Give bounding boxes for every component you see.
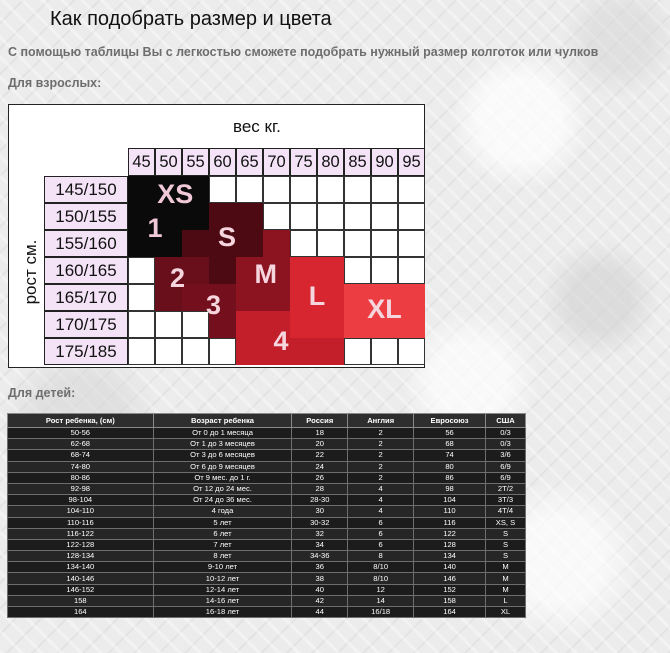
table-cell: 7 лет bbox=[153, 539, 292, 550]
table-row bbox=[8, 595, 526, 606]
table-cell: 80-86 bbox=[8, 472, 154, 483]
table-cell: 3/6 bbox=[486, 450, 526, 461]
table-cell: 10-12 лет bbox=[153, 573, 292, 584]
table-cell: От 12 до 24 мес. bbox=[153, 483, 292, 494]
size-cell-m bbox=[263, 230, 290, 257]
table-cell: 74 bbox=[414, 450, 486, 461]
size-cell-empty bbox=[317, 176, 344, 203]
table-cell: S bbox=[486, 528, 526, 539]
table-cell: 18 bbox=[292, 428, 348, 439]
table-cell: 4 bbox=[348, 495, 414, 506]
table-row bbox=[8, 461, 526, 472]
table-row bbox=[8, 428, 526, 439]
table-cell: 30-32 bbox=[292, 517, 348, 528]
height-header-6: 175/185 bbox=[44, 338, 128, 365]
size-cell-l bbox=[317, 311, 344, 338]
table-cell: От 1 до 3 месяцев bbox=[153, 439, 292, 450]
size-cell-empty bbox=[371, 203, 398, 230]
table-cell: 164 bbox=[414, 607, 486, 618]
size-cell-empty bbox=[290, 176, 317, 203]
zone-label-s: S bbox=[217, 222, 236, 252]
table-cell: 22 bbox=[292, 450, 348, 461]
table-row bbox=[8, 495, 526, 506]
table-cell: 6 bbox=[348, 528, 414, 539]
table-cell: 5 лет bbox=[153, 517, 292, 528]
table-cell: 110-116 bbox=[8, 517, 154, 528]
table-cell: 2 bbox=[348, 472, 414, 483]
size-cell-empty bbox=[398, 230, 425, 257]
table-cell: 24 bbox=[292, 461, 348, 472]
weight-header-55: 55 bbox=[182, 148, 209, 176]
size-cell-empty bbox=[371, 230, 398, 257]
table-row bbox=[8, 573, 526, 584]
table-cell: 6 лет bbox=[153, 528, 292, 539]
kids-table-header: Рост ребенка, (см) bbox=[8, 414, 154, 428]
size-cell-empty bbox=[371, 338, 398, 365]
table-cell: 8 лет bbox=[153, 551, 292, 562]
size-cell-empty bbox=[317, 203, 344, 230]
table-cell: 20 bbox=[292, 439, 348, 450]
table-cell: 6/9 bbox=[486, 461, 526, 472]
table-cell: 50-56 bbox=[8, 428, 154, 439]
size-cell-empty bbox=[209, 176, 236, 203]
table-cell: 2T/2 bbox=[486, 483, 526, 494]
table-cell: 14-16 лет bbox=[153, 595, 292, 606]
table-row bbox=[8, 439, 526, 450]
size-cell-empty bbox=[344, 203, 371, 230]
weight-header-95: 95 bbox=[398, 148, 425, 176]
table-cell: 92-98 bbox=[8, 483, 154, 494]
table-cell: M bbox=[486, 573, 526, 584]
size-cell-empty bbox=[209, 338, 236, 365]
size-cell-empty bbox=[236, 176, 263, 203]
table-row bbox=[8, 450, 526, 461]
zone-label-xl: XL bbox=[367, 294, 402, 324]
table-cell: 2 bbox=[348, 450, 414, 461]
table-cell: 16/18 bbox=[348, 607, 414, 618]
table-cell: 56 bbox=[414, 428, 486, 439]
table-cell: 4 bbox=[348, 506, 414, 517]
zone-label-xs: XS bbox=[157, 179, 194, 210]
table-cell: 32 bbox=[292, 528, 348, 539]
table-cell: XS, S bbox=[486, 517, 526, 528]
size-cell-s bbox=[209, 257, 236, 284]
size-cell-empty bbox=[398, 257, 425, 284]
table-cell: 8/10 bbox=[348, 562, 414, 573]
weight-header-60: 60 bbox=[209, 148, 236, 176]
kids-table-header-row bbox=[8, 414, 526, 428]
table-row bbox=[8, 483, 526, 494]
table-cell: От 3 до 6 месяцев bbox=[153, 450, 292, 461]
size-cell-empty bbox=[371, 176, 398, 203]
size-cell-4 bbox=[317, 338, 344, 365]
height-header-3: 160/165 bbox=[44, 257, 128, 284]
size-cell-empty bbox=[398, 338, 425, 365]
size-cell-empty bbox=[128, 311, 155, 338]
table-cell: 134 bbox=[414, 551, 486, 562]
table-cell: 152 bbox=[414, 584, 486, 595]
table-cell: 0/3 bbox=[486, 439, 526, 450]
zone-label-m: M bbox=[254, 258, 277, 289]
table-cell: 26 bbox=[292, 472, 348, 483]
table-cell: 164 bbox=[8, 607, 154, 618]
kids-table-header: Возраст ребенка bbox=[153, 414, 292, 428]
table-cell: 86 bbox=[414, 472, 486, 483]
size-cell-empty bbox=[317, 230, 344, 257]
table-cell: 98-104 bbox=[8, 495, 154, 506]
weight-header-45: 45 bbox=[128, 148, 155, 176]
table-cell: От 9 мес. до 1 г. bbox=[153, 472, 292, 483]
size-cell-empty bbox=[155, 311, 182, 338]
table-cell: 4 bbox=[348, 483, 414, 494]
table-row bbox=[8, 472, 526, 483]
table-cell: 0/3 bbox=[486, 428, 526, 439]
table-cell: 34-36 bbox=[292, 551, 348, 562]
table-cell: 140 bbox=[414, 562, 486, 573]
size-cell-empty bbox=[398, 203, 425, 230]
height-axis-title: рост см. bbox=[21, 239, 40, 305]
table-cell: 3T/3 bbox=[486, 495, 526, 506]
size-cell-empty bbox=[290, 230, 317, 257]
size-cell-empty bbox=[398, 176, 425, 203]
kids-table-header: США bbox=[486, 414, 526, 428]
table-cell: 4 года bbox=[153, 506, 292, 517]
size-cell-empty bbox=[290, 203, 317, 230]
page-title: Как подобрать размер и цвета bbox=[50, 8, 332, 30]
table-cell: 134-140 bbox=[8, 562, 154, 573]
table-cell: 6/9 bbox=[486, 472, 526, 483]
kids-section-label: Для детей: bbox=[8, 386, 76, 400]
table-cell: 74-80 bbox=[8, 461, 154, 472]
table-cell: 104 bbox=[414, 495, 486, 506]
table-cell: 16-18 лет bbox=[153, 607, 292, 618]
weight-header-50: 50 bbox=[155, 148, 182, 176]
table-cell: 2 bbox=[348, 439, 414, 450]
table-cell: 80 bbox=[414, 461, 486, 472]
table-cell: 128-134 bbox=[8, 551, 154, 562]
table-cell: 110 bbox=[414, 506, 486, 517]
table-row bbox=[8, 584, 526, 595]
table-row bbox=[8, 551, 526, 562]
table-cell: S bbox=[486, 551, 526, 562]
table-cell: 30 bbox=[292, 506, 348, 517]
table-cell: 116 bbox=[414, 517, 486, 528]
table-cell: 12-14 лет bbox=[153, 584, 292, 595]
table-cell: 62-68 bbox=[8, 439, 154, 450]
table-cell: 6 bbox=[348, 539, 414, 550]
table-cell: M bbox=[486, 562, 526, 573]
height-header-5: 170/175 bbox=[44, 311, 128, 338]
height-header-2: 155/160 bbox=[44, 230, 128, 257]
zone-label-4: 4 bbox=[273, 325, 289, 356]
table-row bbox=[8, 539, 526, 550]
height-header-4: 165/170 bbox=[44, 284, 128, 311]
table-cell: 36 bbox=[292, 562, 348, 573]
table-cell: 34 bbox=[292, 539, 348, 550]
size-cell-empty bbox=[344, 230, 371, 257]
table-cell: 98 bbox=[414, 483, 486, 494]
table-cell: 158 bbox=[414, 595, 486, 606]
table-cell: 68 bbox=[414, 439, 486, 450]
zone-label-l: L bbox=[308, 280, 326, 311]
table-row bbox=[8, 506, 526, 517]
size-cell-empty bbox=[344, 338, 371, 365]
size-cell-empty bbox=[128, 338, 155, 365]
table-cell: 68-74 bbox=[8, 450, 154, 461]
zone-label-1: 1 bbox=[147, 213, 163, 243]
size-cell-empty bbox=[263, 176, 290, 203]
weight-header-70: 70 bbox=[263, 148, 290, 176]
table-cell: 6 bbox=[348, 517, 414, 528]
table-cell: 116-122 bbox=[8, 528, 154, 539]
table-cell: 158 bbox=[8, 595, 154, 606]
table-row bbox=[8, 607, 526, 618]
table-cell: 8/10 bbox=[348, 573, 414, 584]
table-cell: S bbox=[486, 539, 526, 550]
table-cell: 8 bbox=[348, 551, 414, 562]
weight-header-75: 75 bbox=[290, 148, 317, 176]
kids-table-header: Англия bbox=[348, 414, 414, 428]
table-cell: 140-146 bbox=[8, 573, 154, 584]
table-cell: L bbox=[486, 595, 526, 606]
table-cell: 9-10 лет bbox=[153, 562, 292, 573]
weight-header-90: 90 bbox=[371, 148, 398, 176]
size-cell-empty bbox=[344, 257, 371, 284]
weight-header-85: 85 bbox=[344, 148, 371, 176]
adults-section-label: Для взрослых: bbox=[8, 76, 102, 90]
table-cell: 12 bbox=[348, 584, 414, 595]
table-cell: 28 bbox=[292, 483, 348, 494]
table-cell: 128 bbox=[414, 539, 486, 550]
size-cell-empty bbox=[371, 257, 398, 284]
table-row bbox=[8, 528, 526, 539]
zone-label-3: 3 bbox=[205, 289, 222, 320]
table-cell: 28-30 bbox=[292, 495, 348, 506]
table-cell: От 24 до 36 мес. bbox=[153, 495, 292, 506]
weight-header-65: 65 bbox=[236, 148, 263, 176]
size-cell-empty bbox=[182, 338, 209, 365]
table-cell: XL bbox=[486, 607, 526, 618]
table-cell: 2 bbox=[348, 428, 414, 439]
intro-text: С помощью таблицы Вы с легкостью сможете подобрать нужный размер колготок или чулков bbox=[8, 45, 599, 59]
table-cell: 146 bbox=[414, 573, 486, 584]
table-cell: 44 bbox=[292, 607, 348, 618]
size-cell-empty bbox=[155, 338, 182, 365]
table-cell: 122-128 bbox=[8, 539, 154, 550]
table-row bbox=[8, 562, 526, 573]
size-cell-empty bbox=[344, 176, 371, 203]
height-header-0: 145/150 bbox=[44, 176, 128, 203]
table-cell: 42 bbox=[292, 595, 348, 606]
table-cell: От 6 до 9 месяцев bbox=[153, 461, 292, 472]
size-cell-empty bbox=[263, 203, 290, 230]
weight-axis-title: вес кг. bbox=[233, 117, 281, 136]
weight-header-80: 80 bbox=[317, 148, 344, 176]
table-cell: M bbox=[486, 584, 526, 595]
kids-table-header: Россия bbox=[292, 414, 348, 428]
table-row bbox=[8, 517, 526, 528]
table-cell: 4T/4 bbox=[486, 506, 526, 517]
table-cell: От 0 до 1 месяца bbox=[153, 428, 292, 439]
table-cell: 38 bbox=[292, 573, 348, 584]
table-cell: 2 bbox=[348, 461, 414, 472]
zone-label-2: 2 bbox=[169, 262, 186, 293]
table-cell: 146-152 bbox=[8, 584, 154, 595]
table-cell: 40 bbox=[292, 584, 348, 595]
height-header-1: 150/155 bbox=[44, 203, 128, 230]
kids-table-header: Евросоюз bbox=[414, 414, 486, 428]
kids-size-table bbox=[7, 413, 526, 618]
table-cell: 104-110 bbox=[8, 506, 154, 517]
table-cell: 14 bbox=[348, 595, 414, 606]
table-cell: 122 bbox=[414, 528, 486, 539]
